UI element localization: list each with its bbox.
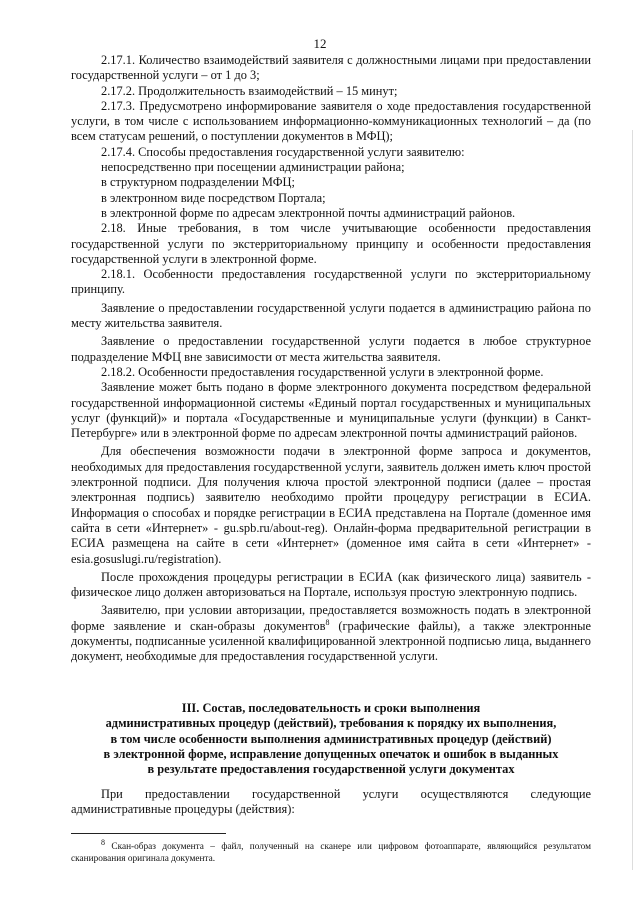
paragraph-2-18: 2.18. Иные требования, в том числе учитывающие особенности предоставления государственной услуги по экстерриториальному принципу и особенности предоставления государственной услуги в электронной форме. — [71, 221, 591, 266]
footnote — [71, 837, 591, 865]
footnote-text: Скан-образ документа – файл, полученный на сканере или цифровом фотоаппарате, являющийся результатом сканирования оригинала документа. — [71, 842, 591, 864]
body-text — [71, 53, 591, 665]
paragraph-2-17-3: 2.17.3. Предусмотрено информирование заявителя о ходе предоставления государственной услуги, в том числе с использованием информационно-коммуникационных технологий – да (по всем статусам решений, о поступлении документов в МФЦ); — [71, 98, 591, 144]
section-heading-line: в том числе особенности выполнения административных процедур (действий) — [110, 731, 552, 746]
footnote-marker: 8 — [101, 837, 105, 847]
paragraph-2-17-4: 2.17.4. Способы предоставления государственной услуги заявителю: — [101, 144, 465, 159]
section-intro — [71, 787, 591, 818]
section-heading-line: III. Состав, последовательность и сроки выполнения — [181, 701, 481, 715]
section-heading — [71, 701, 591, 777]
paragraph: Заявление о предоставлении государственной услуги подается в любое структурное подразделение МФЦ вне зависимости от места жительства заявителя. — [71, 334, 591, 364]
section-heading-line: административных процедур (действий), требования к порядку их выполнения, — [105, 716, 557, 731]
paragraph-2-17-1: 2.17.1. Количество взаимодействий заявителя с должностными лицами при предоставлении государственной услуги – от 1 до 3; — [71, 53, 591, 83]
scan-edge-line — [632, 130, 633, 870]
footnote-ref[interactable]: 8 — [325, 617, 330, 627]
paragraph: После прохождения процедуры регистрации в ЕСИА (как физического лица) заявитель - физическое лицо должен авторизоваться на Портале, используя простую электронную подпись. — [71, 569, 591, 600]
paragraph: Заявление может быть подано в форме электронного документа посредством федеральной государственной информационной системы «Единый портал государственных и муниципальных услуг (функций)» и портала «Государственные и муниципальные услуги (функции) в Санкт-Петербурге» или в электронной форме по адресам электронной почты администраций районов. — [71, 380, 591, 441]
section-heading-line: в результате предоставления государственной услуги документах — [147, 762, 515, 777]
paragraph: Заявление о предоставлении государственной услуги подается в администрацию района по месту жительства заявителя. — [71, 300, 591, 331]
section-heading-line: в электронной форме, исправление допущенных опечаток и ошибок в выданных — [103, 746, 559, 761]
paragraph-2-18-1: 2.18.1. Особенности предоставления государственной услуги по экстерриториальному принципу. — [71, 267, 591, 297]
paragraph-text: (графические файлы), а также электронные документы, подписанные усиленной квалифицированной электронной подписью лица, выданнего документ, необходимые для предоставления государственной услуги. — [71, 618, 592, 664]
paragraph-2-18-2: 2.18.2. Особенности предоставления государственной услуги в электронной форме. — [101, 364, 544, 379]
paragraph-with-footnote — [71, 603, 591, 664]
list-item: в структурном подразделении МФЦ; — [101, 175, 295, 190]
list-item: в электронной форме по адресам электронной почты администраций районов. — [101, 205, 516, 220]
paragraph-2-17-2: 2.17.2. Продолжительность взаимодействий – 15 минут; — [101, 83, 398, 98]
list-item: непосредственно при посещении администрации района; — [101, 160, 405, 175]
paragraph: Для обеспечения возможности подачи в электронной форме запроса и документов, необходимых для предоставления государственной услуги, заявитель должен иметь ключ простой электронной подписи. Для получения ключа простой электронной подписи (далее – простая электронная подпись) заявителю необходимо пройти процедуру регистрации в ЕСИА. Информация о способах и порядке регистрации в ЕСИА представлена на Портале (доменное имя сайта в сети «Интернет» - gu.spb.ru/about-reg). Онлайн-форма предварительной регистрации в ЕСИА размещена на сайте в сети «Интернет» (доменное имя сайта в сети «Интернет» - esia.gosuslugi.ru/registration). — [71, 444, 591, 566]
paragraph: При предоставлении государственной услуги осуществляются следующие административные процедуры (действия): — [71, 787, 591, 817]
page-number: 12 — [313, 36, 327, 51]
footnote-divider — [71, 833, 226, 834]
list-item: в электронном виде посредством Портала; — [101, 190, 326, 205]
paragraph-text: Заявителю, при условии авторизации, предоставляется возможность подать в электронной форме заявление и скан-образы документов — [71, 603, 591, 633]
